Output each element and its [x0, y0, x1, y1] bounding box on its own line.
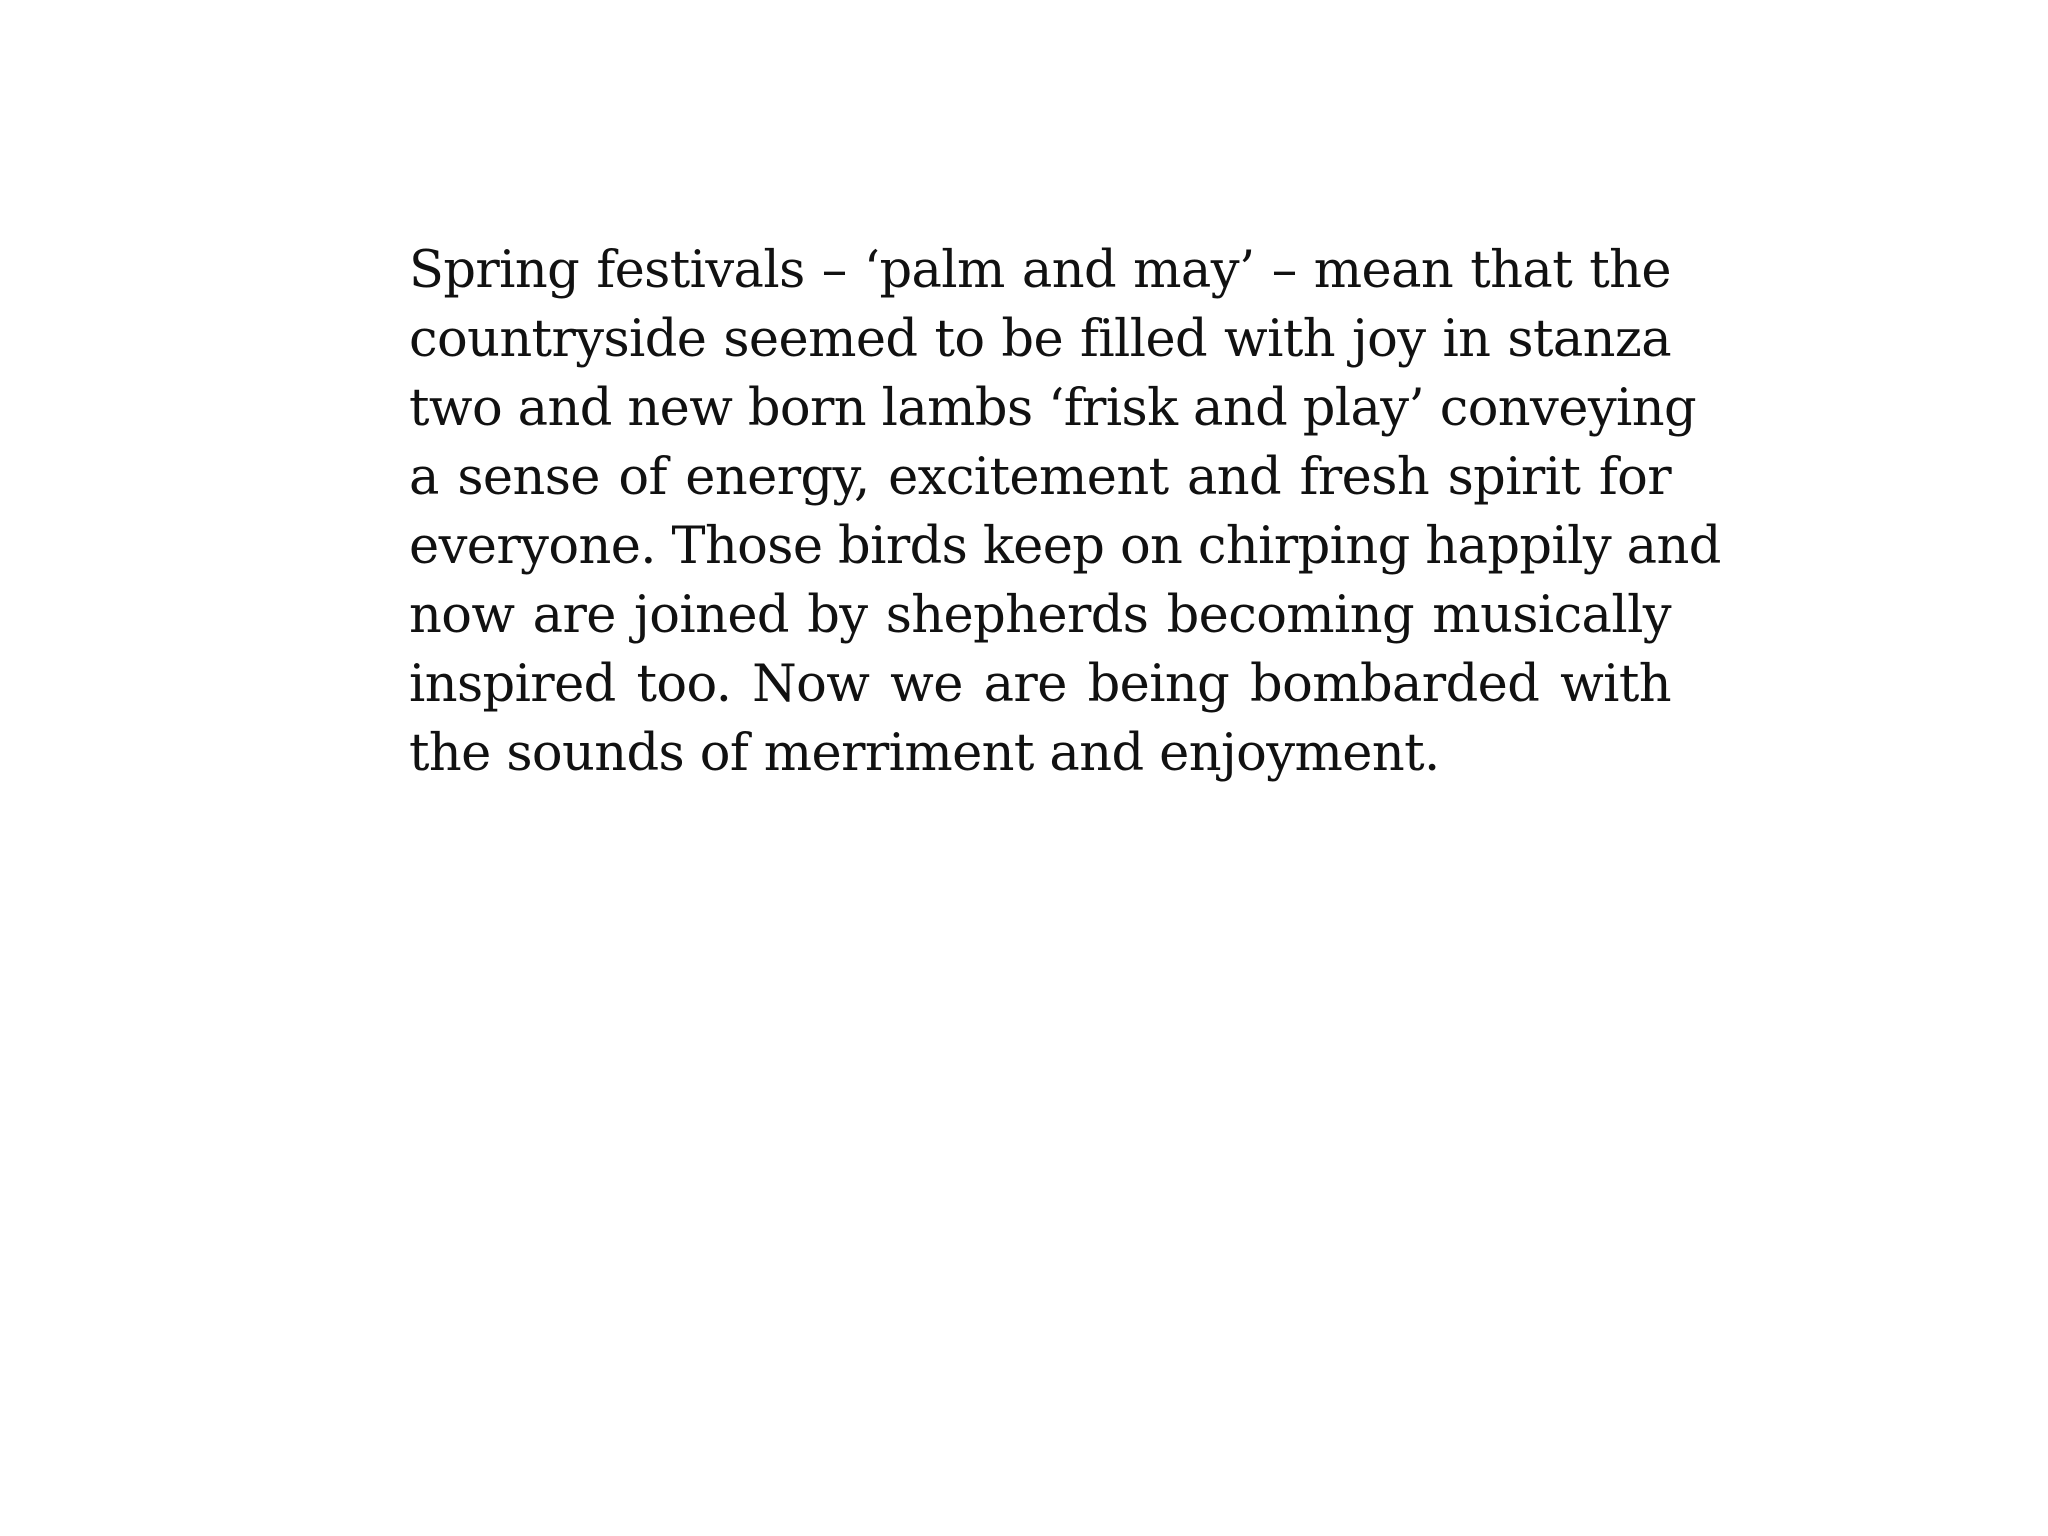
paragraph-line: the sounds of merriment and enjoyment.: [409, 724, 1440, 783]
paragraph-line: now are joined by shepherds becoming musically: [409, 586, 1671, 645]
paragraph-line: a sense of energy, excitement and fresh spirit for: [409, 448, 1671, 507]
paragraph-line: Spring festivals – ‘palm and may’ – mean that the: [409, 241, 1671, 300]
paragraph-line: two and new born lambs ‘frisk and play’ conveying: [409, 379, 1697, 438]
paragraph: [409, 236, 1721, 788]
paragraph-line: inspired too. Now we are being bombarded with: [409, 655, 1671, 714]
paragraph-line: everyone. Those birds keep on chirping happily and: [409, 517, 1721, 576]
paragraph-line: countryside seemed to be filled with joy in stanza: [409, 310, 1671, 369]
